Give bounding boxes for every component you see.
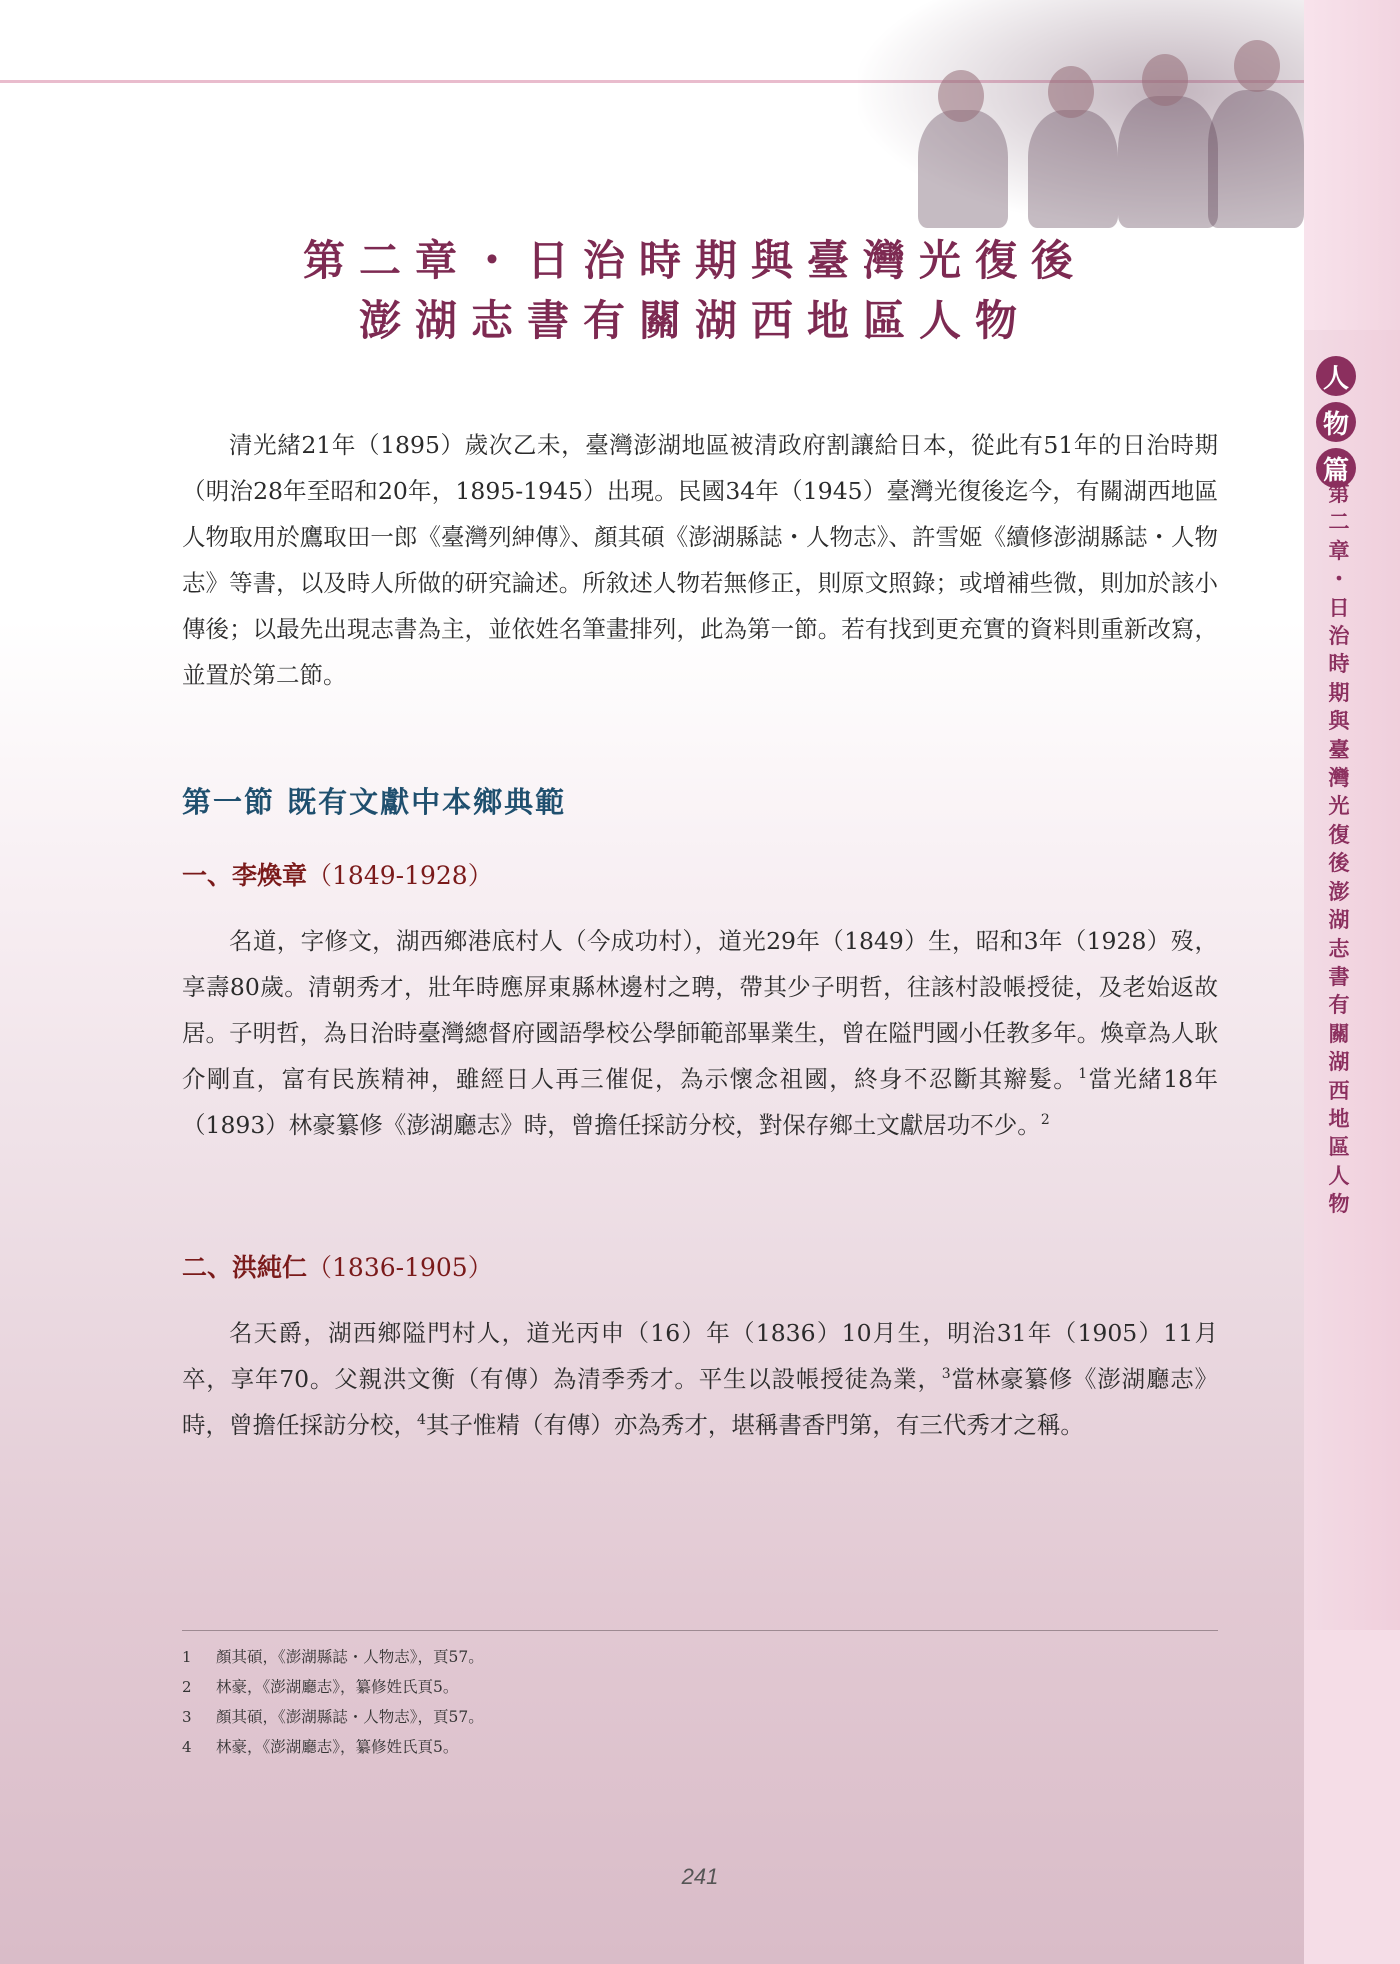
photo-figure: [1234, 40, 1280, 92]
footnote-number: 3: [182, 1708, 192, 1726]
page-number: 241: [681, 1864, 719, 1889]
person-heading: [182, 1248, 493, 1284]
paragraph-text: 名天爵，湖西鄉隘門村人，道光丙申（16）年（1836）10月生，明治31年（1905）11月卒，享年70。父親洪文衡（有傳）為清季秀才。平生以設帳授徒為業，: [182, 1319, 1218, 1393]
side-band-upper: [1304, 0, 1400, 330]
person-dates: （1849-1928）: [307, 861, 493, 890]
photo-figure: [1028, 110, 1118, 228]
footnote-ref[interactable]: 1: [1078, 1066, 1088, 1083]
photo-figure: [938, 70, 984, 122]
photo-figure: [1118, 96, 1218, 228]
photo-figure: [1208, 90, 1304, 228]
chapter-title-line1: 第二章・日治時期與臺灣光復後: [302, 236, 1087, 285]
sidebar-section-char: 人: [1316, 356, 1356, 396]
footnote-text: 林豪，《澎湖廳志》，纂修姓氏頁5。: [216, 1678, 459, 1696]
sidebar-chapter-char: 湖: [1328, 907, 1350, 933]
footnote-ref[interactable]: 4: [417, 1412, 426, 1429]
sidebar-chapter-char: 日: [1328, 594, 1350, 620]
paragraph-text: 當林豪纂修《澎湖廳志》時，曾擔任採訪分校，: [182, 1365, 1219, 1439]
paragraph-text: 當光緒18年（1893）林豪纂修《澎湖廳志》時，曾擔任採訪分校，對保存鄉土文獻居功不少。: [182, 1065, 1219, 1139]
header-photo: [858, 0, 1304, 228]
sidebar-section-char: 篇: [1316, 448, 1356, 488]
footnote-ref[interactable]: 2: [1040, 1112, 1050, 1129]
person-name: 二、洪純仁: [182, 1253, 308, 1282]
footnote-text: 顏其碩，《澎湖縣誌・人物志》，頁57。: [216, 1708, 484, 1726]
footnote: [182, 1672, 1218, 1702]
sidebar-chapter-char: 區: [1328, 1134, 1350, 1160]
chapter-title-line2: 澎湖志書有關湖西地區人物: [358, 296, 1031, 345]
person-dates: （1836-1905）: [307, 1253, 493, 1282]
sidebar-chapter-char: 時: [1328, 651, 1350, 677]
sidebar-chapter-char: 書: [1328, 963, 1350, 989]
sidebar-chapter-title: [1314, 480, 1364, 1219]
intro-paragraph: 清光緒21年（1895）歲次乙未，臺灣澎湖地區被清政府割讓給日本，從此有51年的日治時期（明治28年至昭和20年，1895-1945）出現。民國34年（1945）臺灣光復後迄今，有關湖西地區人物取用於鷹取田一郎《臺灣列紳傳》、顏其碩《澎湖縣誌・人物志》、許雪姬《續修澎湖縣誌・人物志》等書，以及時人所做的研究論述。所敘述人物若無修正，則原文照錄；或增補些微，則加於該小傳後；以最先出現志書為主，並依姓名筆畫排列，此為第一節。若有找到更充實的資料則重新改寫，並置於第二節。: [182, 431, 1218, 689]
sidebar-chapter-char: 後: [1328, 850, 1350, 876]
sidebar-chapter-char: 志: [1328, 935, 1350, 961]
sidebar-chapter-char: 地: [1328, 1105, 1350, 1131]
footnote-ref[interactable]: 3: [941, 1366, 951, 1383]
sidebar-chapter-char: 灣: [1328, 765, 1350, 791]
person-paragraph: [182, 1310, 1218, 1448]
person-heading: [182, 856, 493, 892]
sidebar-chapter-char: 與: [1328, 708, 1350, 734]
section-heading: 第一節 既有文獻中本鄉典範: [182, 785, 567, 819]
footnote: [182, 1702, 1218, 1732]
footnote: [182, 1642, 1218, 1672]
photo-figure: [1142, 54, 1188, 106]
sidebar-chapter-char: 湖: [1328, 1049, 1350, 1075]
footnote-number: 4: [182, 1738, 192, 1756]
sidebar-chapter-char: 西: [1328, 1077, 1350, 1103]
footnote-text: 林豪，《澎湖廳志》，纂修姓氏頁5。: [216, 1738, 459, 1756]
photo-figure: [918, 110, 1008, 228]
paragraph-text: 名道，字修文，湖西鄉港底村人（今成功村），道光29年（1849）生，昭和3年（1928）歿，享壽80歲。清朝秀才，壯年時應屏東縣林邊村之聘，帶其少子明哲，往該村設帳授徒，及老始返故居。子明哲，為日治時臺灣總督府國語學校公學師範部畢業生，曾在隘門國小任教多年。煥章為人耿介剛直，富有民族精神，雖經日人再三催促，為示懷念祖國，終身不忍斷其辮髮。: [182, 927, 1218, 1093]
sidebar-chapter-char: 人: [1328, 1162, 1350, 1188]
sidebar-chapter-char: 光: [1328, 793, 1350, 819]
sidebar-chapter-char: 復: [1328, 821, 1350, 847]
side-band-lower: [1304, 1630, 1400, 1964]
sidebar-chapter-char: 期: [1328, 679, 1350, 705]
footnote-divider: [182, 1630, 1218, 1631]
footnote-number: 2: [182, 1678, 192, 1696]
sidebar-chapter-char: 關: [1328, 1020, 1350, 1046]
sidebar-chapter-char: 有: [1328, 992, 1350, 1018]
sidebar-chapter-char: 章: [1328, 537, 1350, 563]
footnote-number: 1: [182, 1648, 192, 1666]
sidebar-section-tab: [1304, 356, 1368, 494]
sidebar-chapter-char: 二: [1328, 509, 1350, 535]
footnote: [182, 1732, 1218, 1762]
sidebar-section-char: 物: [1316, 402, 1356, 442]
sidebar-chapter-char: 治: [1328, 623, 1350, 649]
sidebar-chapter-char: 澎: [1328, 878, 1350, 904]
sidebar-chapter-char: 物: [1328, 1191, 1350, 1217]
sidebar-chapter-char: 第: [1328, 481, 1350, 506]
person-paragraph: [182, 918, 1218, 1148]
person-name: 一、李煥章: [182, 861, 308, 890]
sidebar-chapter-char: ・: [1328, 566, 1350, 592]
sidebar-chapter-char: 臺: [1328, 736, 1350, 762]
footnote-text: 顏其碩，《澎湖縣誌・人物志》，頁57。: [216, 1648, 484, 1666]
paragraph-text: 其子惟精（有傳）亦為秀才，堪稱書香門第，有三代秀才之稱。: [425, 1411, 1084, 1439]
footnotes: [182, 1642, 1218, 1762]
photo-figure: [1048, 66, 1094, 118]
